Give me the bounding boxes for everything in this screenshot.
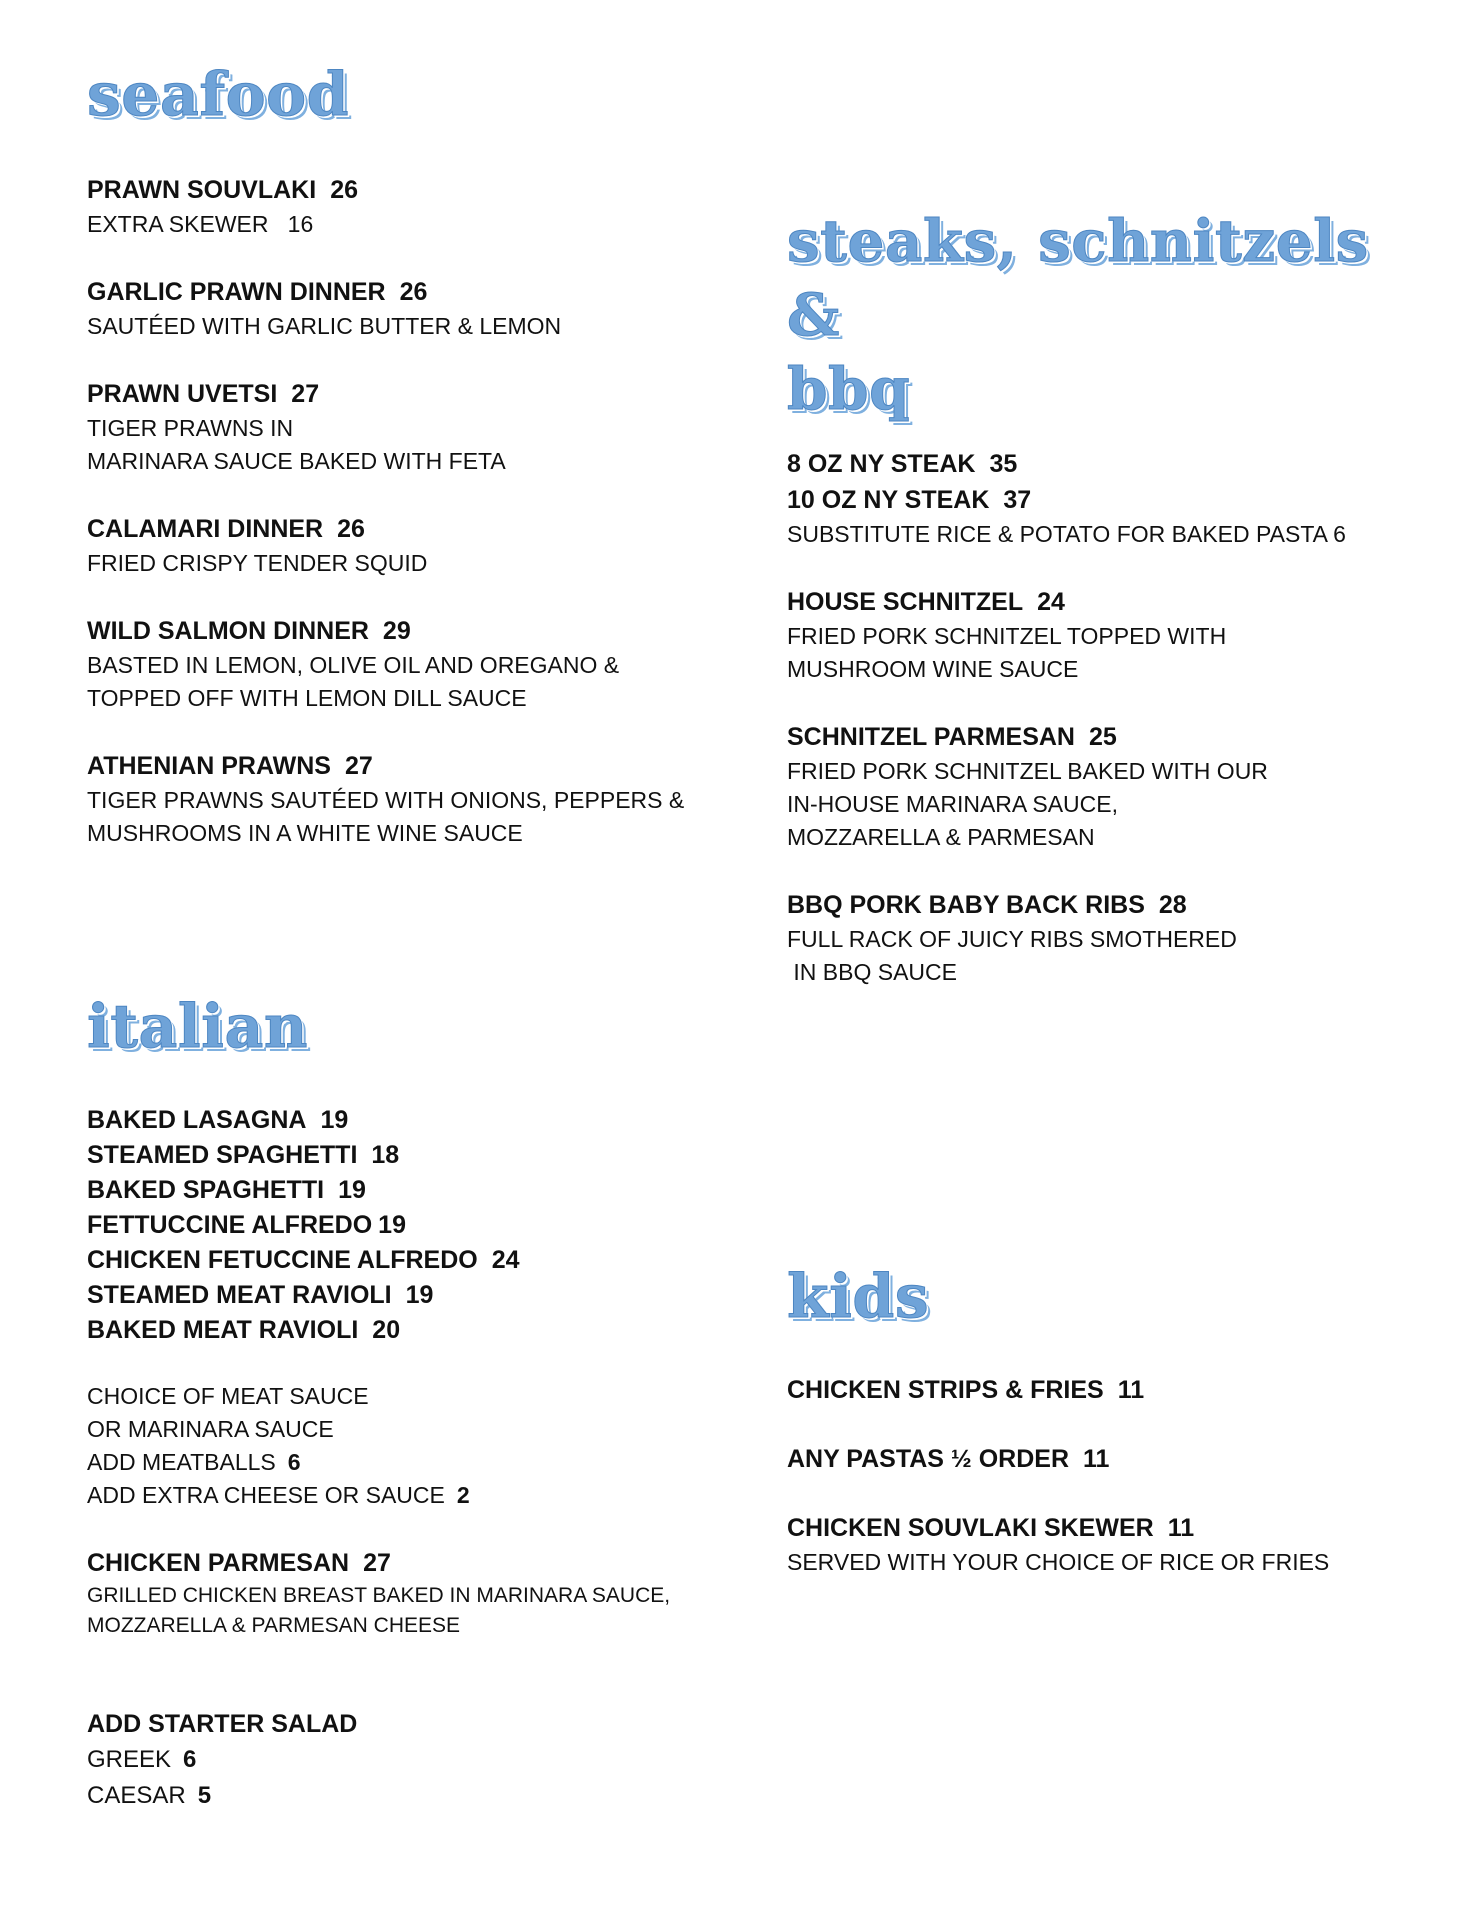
menu-item <box>87 275 727 343</box>
item-desc: SUBSTITUTE RICE & POTATO FOR BAKED PASTA 6 <box>787 521 1346 547</box>
item-desc: MUSHROOM WINE SAUCE <box>787 656 1079 682</box>
steaks-title-line2: bbq <box>787 355 911 423</box>
item-desc: FRIED CRISPY TENDER SQUID <box>87 550 428 576</box>
pasta-item <box>87 1313 727 1348</box>
menu-item <box>87 512 727 580</box>
item-price: 27 <box>363 1549 391 1577</box>
steaks-title <box>787 204 1427 426</box>
item-name: BAKED MEAT RAVIOLI <box>87 1316 359 1344</box>
item-price: 19 <box>338 1176 366 1204</box>
item-name: CHICKEN PARMESAN <box>87 1549 350 1577</box>
note-line: ADD EXTRA CHEESE OR SAUCE 2 <box>87 1482 470 1508</box>
seafood-items <box>87 173 727 850</box>
menu-item <box>787 446 1427 551</box>
item-name: BBQ PORK BABY BACK RIBS <box>787 891 1145 919</box>
kids-section <box>787 1260 1427 1613</box>
menu-item <box>787 1511 1427 1579</box>
steaks-items <box>787 446 1427 989</box>
item-desc: SERVED WITH YOUR CHOICE OF RICE OR FRIES <box>787 1549 1330 1575</box>
pasta-item <box>87 1243 727 1278</box>
salad-option: CAESAR 5 <box>87 1782 212 1809</box>
menu-item <box>787 1442 1427 1477</box>
salad-price: 5 <box>197 1782 212 1809</box>
salad-option: GREEK 6 <box>87 1746 197 1773</box>
item-price: 19 <box>405 1281 434 1309</box>
item-price: 11 <box>1083 1445 1110 1473</box>
item-name: BAKED LASAGNA <box>87 1106 307 1134</box>
item-desc: IN-HOUSE MARINARA SAUCE, <box>787 791 1118 817</box>
kids-items <box>787 1373 1427 1579</box>
item-price: 18 <box>371 1141 400 1169</box>
menu-item <box>787 585 1427 686</box>
item-desc: BASTED IN LEMON, OLIVE OIL AND OREGANO & <box>87 652 620 678</box>
note-line: CHOICE OF MEAT SAUCE <box>87 1383 369 1409</box>
item-name: HOUSE SCHNITZEL <box>787 588 1024 616</box>
italian-section <box>87 990 727 1814</box>
italian-title: italian <box>87 992 308 1062</box>
item-name: 10 OZ NY STEAK <box>787 486 990 514</box>
item-desc: SAUTÉED WITH GARLIC BUTTER & LEMON <box>87 313 562 339</box>
item-price: 37 <box>1003 486 1032 514</box>
note-line: ADD MEATBALLS 6 <box>87 1449 301 1475</box>
pasta-item <box>87 1173 727 1208</box>
item-price: 26 <box>330 176 358 204</box>
note-price: 2 <box>456 1482 470 1508</box>
italian-notes <box>87 1380 727 1512</box>
menu-item <box>87 173 727 241</box>
seafood-title: seafood <box>87 60 350 130</box>
item-desc: IN BBQ SAUCE <box>787 959 957 985</box>
item-price: 27 <box>344 752 373 780</box>
item-price: 28 <box>1158 891 1187 919</box>
kids-title: kids <box>787 1262 930 1332</box>
pasta-item <box>87 1278 727 1313</box>
starter-salad-heading: ADD STARTER SALAD <box>87 1710 358 1738</box>
item-name: CHICKEN STRIPS & FRIES <box>787 1376 1104 1404</box>
item-name: SCHNITZEL PARMESAN <box>787 723 1075 751</box>
pasta-item <box>87 1138 727 1173</box>
item-name: WILD SALMON DINNER <box>87 617 369 645</box>
item-desc: MOZZARELLA & PARMESAN <box>787 824 1095 850</box>
item-price: 19 <box>378 1211 406 1239</box>
item-desc: TOPPED OFF WITH LEMON DILL SAUCE <box>87 685 527 711</box>
item-price: 27 <box>291 380 320 408</box>
item-desc: MOZZARELLA & PARMESAN CHEESE <box>87 1614 461 1637</box>
item-name: CALAMARI DINNER <box>87 515 324 543</box>
item-desc: MUSHROOMS IN A WHITE WINE SAUCE <box>87 820 523 846</box>
item-name: FETTUCCINE ALFREDO <box>87 1211 373 1239</box>
item-price: 20 <box>372 1316 401 1344</box>
pasta-item <box>87 1208 727 1243</box>
item-desc: FRIED PORK SCHNITZEL BAKED WITH OUR <box>787 758 1268 784</box>
menu-item <box>787 1373 1427 1408</box>
item-name: CHICKEN SOUVLAKI SKEWER <box>787 1514 1154 1542</box>
item-price: 25 <box>1088 723 1117 751</box>
item-price: 11 <box>1117 1376 1145 1404</box>
item-price: 19 <box>320 1106 349 1134</box>
item-name: ANY PASTAS ½ ORDER <box>787 1445 1069 1473</box>
item-name: STEAMED SPAGHETTI <box>87 1141 358 1169</box>
item-price: 11 <box>1167 1514 1195 1542</box>
item-desc: MARINARA SAUCE BAKED WITH FETA <box>87 448 506 474</box>
menu-item <box>87 614 727 715</box>
item-name: GARLIC PRAWN DINNER <box>87 278 386 306</box>
starter-salad <box>87 1707 727 1814</box>
item-desc: FULL RACK OF JUICY RIBS SMOTHERED <box>787 926 1237 952</box>
item-name: ATHENIAN PRAWNS <box>87 752 331 780</box>
menu-item <box>87 749 727 850</box>
item-price: 24 <box>1037 588 1065 616</box>
item-name: 8 OZ NY STEAK <box>787 450 976 478</box>
item-desc: GRILLED CHICKEN BREAST BAKED IN MARINARA SAUCE, <box>87 1584 671 1607</box>
steaks-title-line1: steaks, schnitzels & <box>787 207 1369 349</box>
item-name: BAKED SPAGHETTI <box>87 1176 325 1204</box>
menu-item <box>787 888 1427 989</box>
salad-price: 6 <box>183 1746 197 1773</box>
menu-item <box>87 1546 727 1641</box>
item-name: PRAWN SOUVLAKI <box>87 176 317 204</box>
seafood-section <box>87 58 727 884</box>
menu-item <box>87 377 727 478</box>
menu-item <box>787 720 1427 854</box>
item-desc: EXTRA SKEWER 16 <box>87 211 314 237</box>
item-price: 24 <box>491 1246 520 1274</box>
pasta-item <box>87 1103 727 1138</box>
item-desc: TIGER PRAWNS SAUTÉED WITH ONIONS, PEPPERS & <box>87 787 685 813</box>
item-price: 26 <box>399 278 428 306</box>
italian-pasta-list <box>87 1103 727 1348</box>
item-price: 29 <box>382 617 411 645</box>
item-price: 35 <box>989 450 1018 478</box>
item-desc: FRIED PORK SCHNITZEL TOPPED WITH <box>787 623 1227 649</box>
item-desc: TIGER PRAWNS IN <box>87 415 294 441</box>
note-line: OR MARINARA SAUCE <box>87 1416 334 1442</box>
note-price: 6 <box>287 1449 301 1475</box>
item-name: PRAWN UVETSI <box>87 380 278 408</box>
item-name: CHICKEN FETUCCINE ALFREDO <box>87 1246 478 1274</box>
item-price: 26 <box>337 515 365 543</box>
item-name: STEAMED MEAT RAVIOLI <box>87 1281 392 1309</box>
steaks-section <box>787 204 1427 1023</box>
